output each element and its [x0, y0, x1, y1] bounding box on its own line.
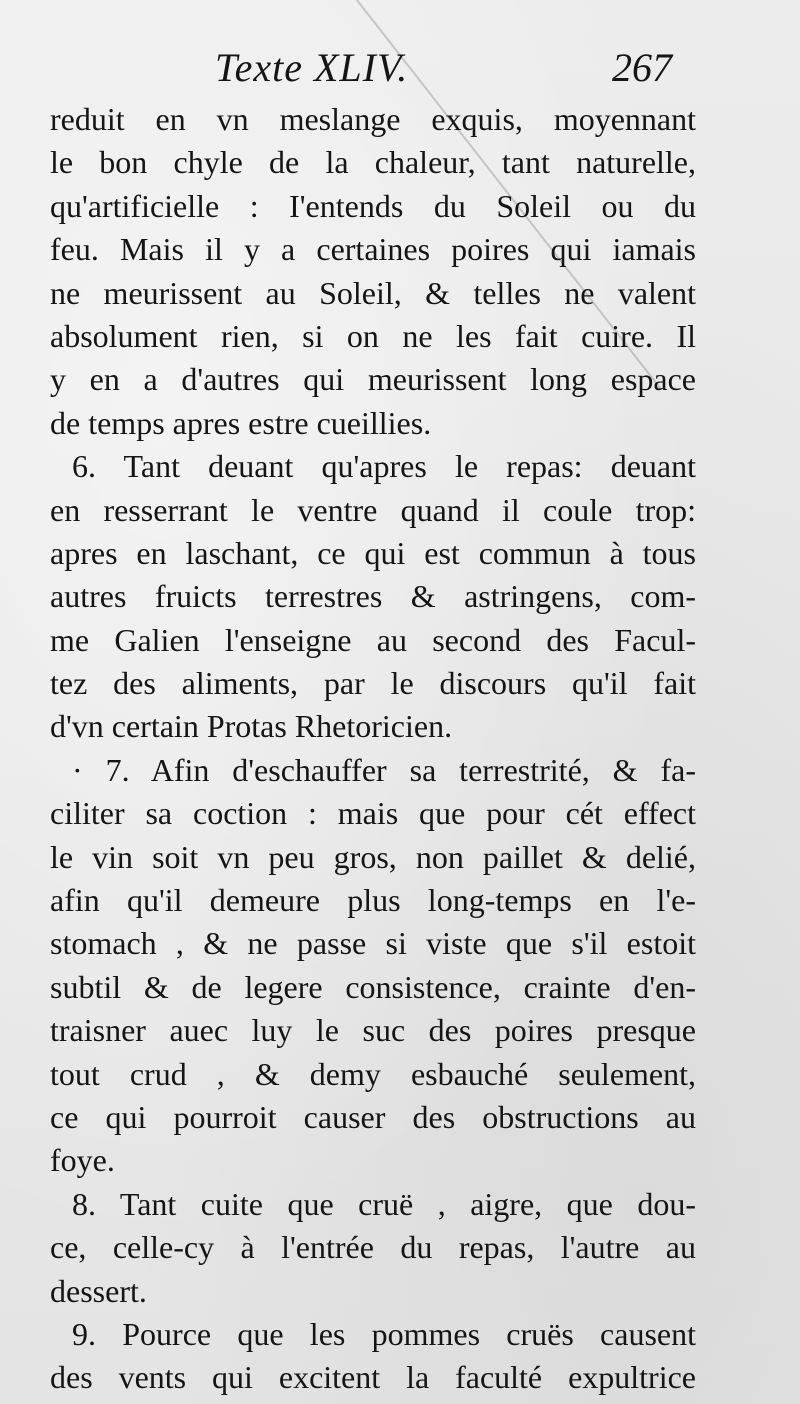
text-line: ciliter sa coction : mais que pour cét effect — [50, 795, 696, 832]
text-line: ne meurissent au Soleil, & telles ne valent — [50, 274, 696, 311]
text-line: de temps apres estre cueillies. — [50, 404, 432, 441]
text-line: 6. Tant deuant qu'apres le repas: deuant — [72, 448, 696, 485]
text-line: y en a d'autres qui meurissent long espace — [50, 361, 696, 398]
text-line: traisner auec luy le suc des poires presque — [50, 1012, 696, 1049]
text-line: subtil & de legere consistence, crainte d'en- — [50, 968, 696, 1005]
text-line: · 7. Afin d'eschauffer sa terrestrité, & fa- — [72, 751, 696, 788]
text-line: autres fruicts terrestres & astringens, com- — [50, 578, 696, 615]
text-line: feu. Mais il y a certaines poires qui iamais — [50, 231, 696, 268]
text-line: d'vn certain Protas Rhetoricien. — [50, 708, 453, 745]
text-line: ce qui pourroit causer des obstructions au — [50, 1098, 696, 1135]
text-line: 8. Tant cuite que cruë , aigre, que dou- — [72, 1185, 696, 1222]
text-line: tez des aliments, par le discours qu'il fait — [50, 665, 696, 702]
text-line: absolument rien, si on ne les fait cuire. Il — [50, 317, 696, 354]
text-line: tout crud , & demy esbauché seulement, — [50, 1055, 696, 1092]
page-header — [0, 40, 800, 100]
body-text — [50, 98, 696, 1400]
text-line: foye. — [50, 1142, 115, 1179]
text-line: dessert. — [50, 1272, 147, 1309]
text-line: apres en laschant, ce qui est commun à tous — [50, 534, 696, 571]
text-line: 9. Pource que les pommes cruës causent — [72, 1315, 696, 1352]
text-line: le bon chyle de la chaleur, tant naturelle, — [50, 144, 696, 181]
text-line: le vin soit vn peu gros, non paillet & delié, — [50, 838, 696, 875]
text-line: me Galien l'enseigne au second des Facul- — [50, 621, 696, 658]
running-title: Texte XLIV. — [215, 45, 409, 90]
page-number: 267 — [612, 45, 672, 90]
text-line: ce, celle-cy à l'entrée du repas, l'autre au — [50, 1229, 696, 1266]
text-line: en resserrant le ventre quand il coule trop: — [50, 491, 696, 528]
text-line: qu'artificielle : I'entends du Soleil ou du — [50, 187, 696, 224]
text-line: reduit en vn meslange exquis, moyennant — [50, 101, 696, 137]
text-line: afin qu'il demeure plus long-temps en l'e- — [50, 882, 696, 919]
text-line: stomach , & ne passe si viste que s'il estoit — [50, 925, 696, 962]
text-line: des vents qui excitent la faculté expultrice — [50, 1359, 696, 1396]
